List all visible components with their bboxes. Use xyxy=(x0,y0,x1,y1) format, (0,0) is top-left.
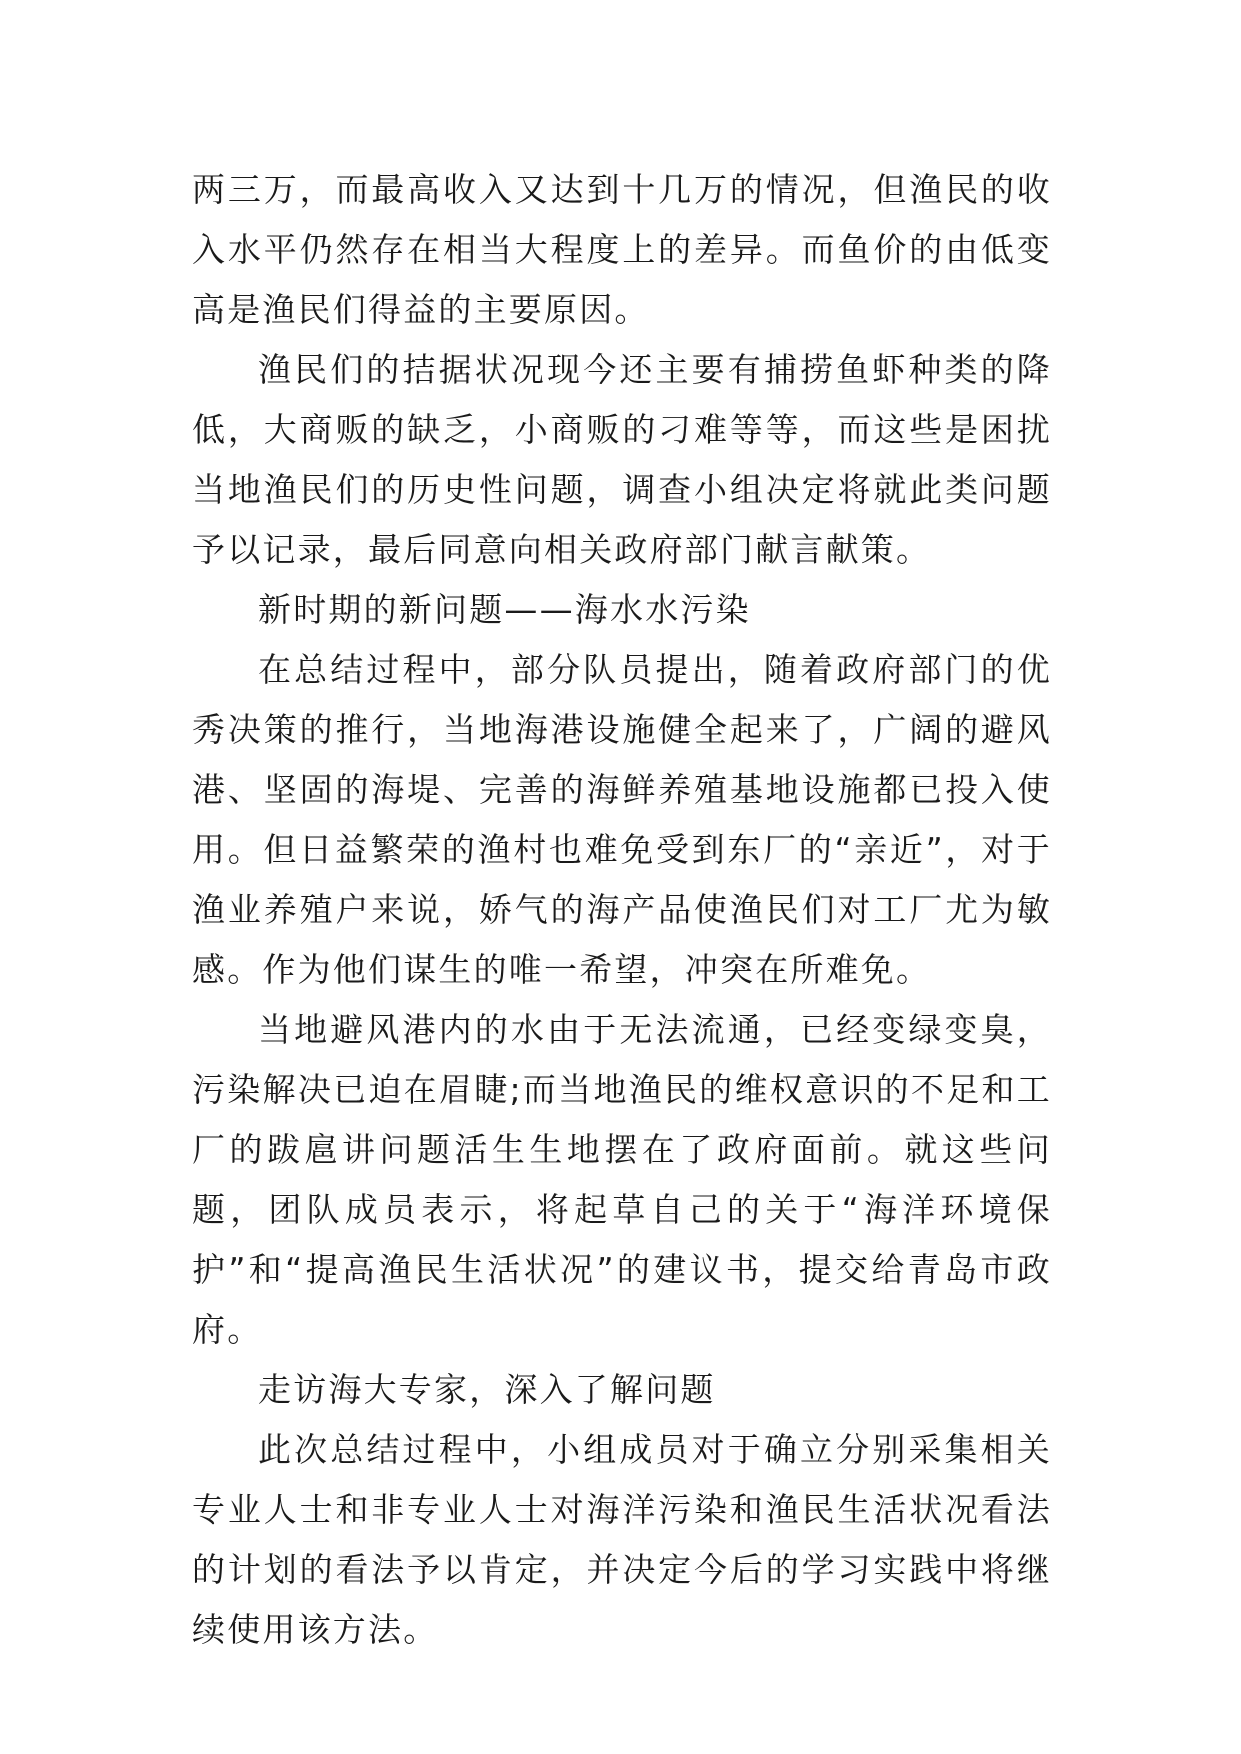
paragraph-method-affirmation: 此次总结过程中，小组成员对于确立分别采集相关专业人士和非专业人士对海洋污染和渔民生活状况看法的计划的看法予以肯定，并决定今后的学习实践中将继续使用该方法。 xyxy=(192,1430,1052,1649)
section-heading-water-pollution: 新时期的新问题——海水水污染 xyxy=(258,590,751,629)
paragraph-pollution-proposal: 当地避风港内的水由于无法流通，已经变绿变臭，污染解决已迫在眉睫;而当地渔民的维权意识的不足和工厂的跋扈讲问题活生生地摆在了政府面前。就这些问题，团队成员表示，将起草自己的关于“海洋环境保护”和“提高渔民生活状况”的建议书，提交给青岛市政府。 xyxy=(192,1010,1052,1349)
paragraph-fishermen-hardship: 渔民们的拮据状况现今还主要有捕捞鱼虾种类的降低，大商贩的缺乏，小商贩的刁难等等，而这些是困扰当地渔民们的历史性问题，调查小组决定将就此类问题予以记录，最后同意向相关政府部门献言献策。 xyxy=(192,350,1052,569)
section-heading-expert-visit: 走访海大专家，深入了解问题 xyxy=(258,1370,716,1409)
document-body xyxy=(192,160,1052,1660)
paragraph-income-gap: 两三万，而最高收入又达到十几万的情况，但渔民的收入水平仍然存在相当大程度上的差异。而鱼价的由低变高是渔民们得益的主要原因。 xyxy=(192,170,1052,329)
paragraph-harbor-facilities: 在总结过程中，部分队员提出，随着政府部门的优秀决策的推行，当地海港设施健全起来了，广阔的避风港、坚固的海堤、完善的海鲜养殖基地设施都已投入使用。但日益繁荣的渔村也难免受到东厂的“亲近”，对于渔业养殖户来说，娇气的海产品使渔民们对工厂尤为敏感。作为他们谋生的唯一希望，冲突在所难免。 xyxy=(192,650,1052,989)
